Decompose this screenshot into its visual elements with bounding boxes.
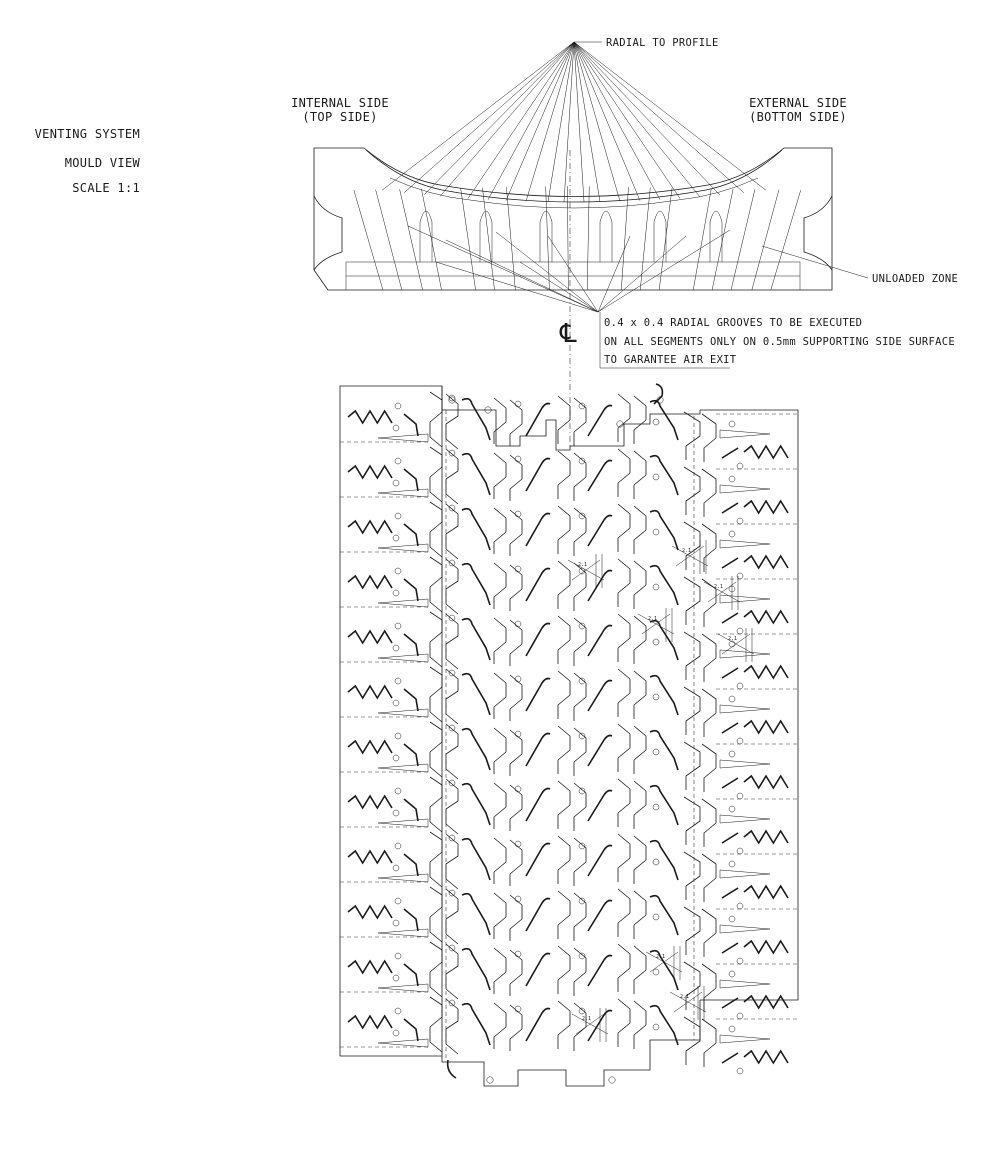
external-side-sub-label: (BOTTOM SIDE) (749, 110, 847, 124)
dimension-label: 2.1 (578, 562, 588, 568)
title-venting-system: VENTING SYSTEM (34, 127, 140, 141)
dimension-label: 2.1 (582, 1016, 592, 1022)
dimension-label: 2.1 (682, 548, 692, 554)
title-mould-view: MOULD VIEW (64, 156, 140, 170)
mould-cross-section (314, 42, 868, 312)
groove-dimension (638, 608, 674, 642)
groove-dimension (672, 540, 708, 574)
dimension-label: 2.1 (680, 994, 690, 1000)
tread-left-shoulder-frame (340, 386, 442, 1056)
centerline-symbol: ℄ (560, 319, 577, 349)
dimension-label: 2.1 (648, 616, 658, 622)
unloaded-zone-label: UNLOADED ZONE (872, 273, 959, 285)
radial-to-profile-callout (574, 37, 719, 49)
internal-side-sub-label: (TOP SIDE) (302, 110, 378, 124)
tread-right-shoulder-frame (700, 410, 798, 1000)
title-scale: SCALE 1:1 (72, 181, 140, 195)
note-line-1: 0.4 x 0.4 RADIAL GROOVES TO BE EXECUTED (604, 317, 863, 329)
note-line-2: ON ALL SEGMENTS ONLY ON 0.5mm SUPPORTING SIDE SURFACE (604, 336, 955, 348)
external-side-label: EXTERNAL SIDE (749, 96, 847, 110)
note-line-3: TO GARANTEE AIR EXIT (604, 354, 737, 366)
groove-dimension (704, 576, 740, 610)
dimension-label: 2.1 (728, 636, 738, 642)
radial-to-profile-label: RADIAL TO PROFILE (606, 37, 719, 49)
title-block (35, 127, 141, 195)
tread-pattern (340, 384, 798, 1086)
dimension-label: 2.1 (714, 584, 724, 590)
groove-dimension (670, 986, 706, 1020)
internal-side-label: INTERNAL SIDE (291, 96, 389, 110)
groove-note (600, 312, 955, 368)
dimension-label: 2.1 (656, 954, 666, 960)
